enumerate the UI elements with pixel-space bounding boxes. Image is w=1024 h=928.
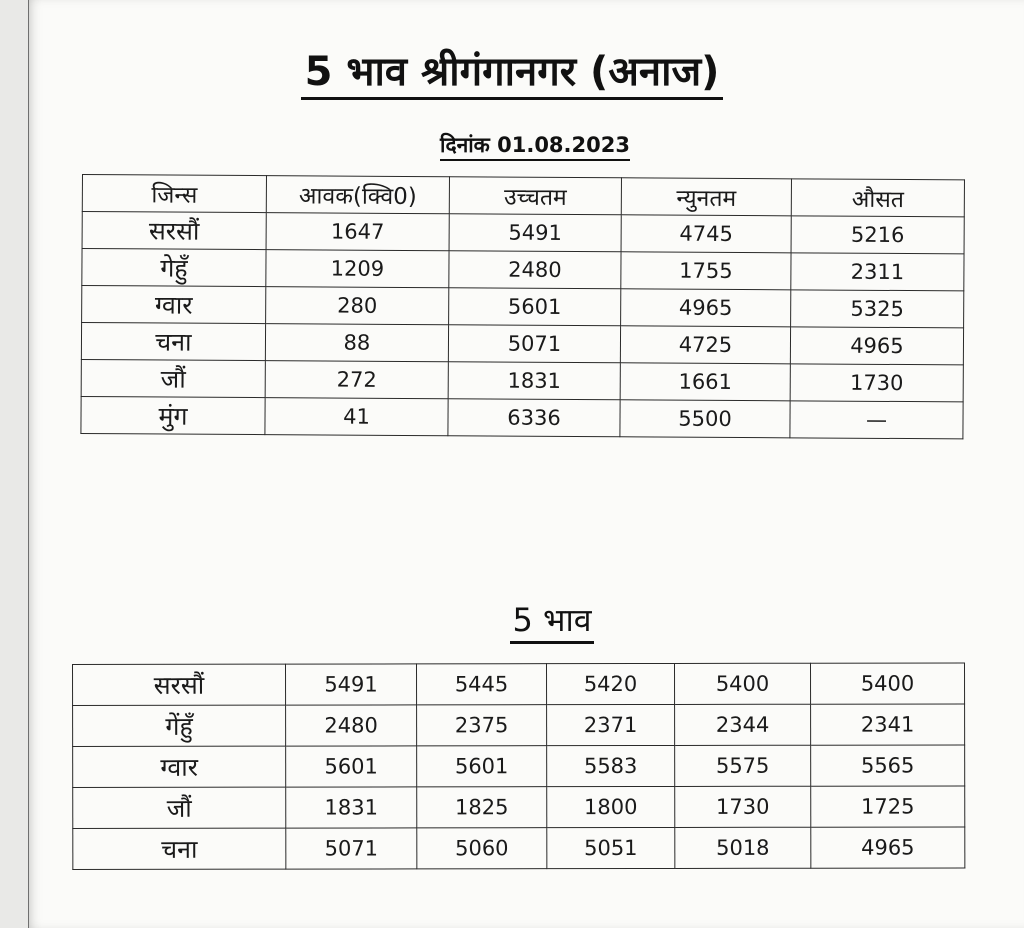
highest-cell: 5491: [449, 214, 621, 252]
table-header-row: [82, 175, 964, 217]
commodity-cell: सरसौं: [82, 212, 266, 250]
rate-cell: 1730: [675, 786, 811, 827]
rate-cell: 5583: [547, 745, 675, 786]
rate-cell: 5400: [674, 663, 810, 704]
table-row: [73, 745, 965, 788]
rate-cell: 2341: [811, 704, 965, 745]
commodity-cell: ग्वार: [82, 286, 266, 324]
table-row: [81, 396, 963, 438]
commodity-cell: चना: [73, 828, 286, 869]
date-label: [0, 131, 1024, 159]
arrival-cell: 41: [265, 398, 448, 436]
lowest-cell: 1755: [621, 252, 791, 290]
date-label-text: दिनांक 01.08.2023: [440, 133, 630, 161]
rate-cell: 4965: [811, 827, 965, 868]
lowest-cell: 1661: [620, 363, 790, 401]
rate-cell: 5601: [286, 746, 417, 787]
rate-cell: 1800: [547, 786, 675, 827]
commodity-cell: गेहुँ: [82, 249, 266, 287]
average-cell: 5325: [791, 290, 964, 328]
arrival-cell: 1209: [266, 250, 449, 288]
arrival-cell: 88: [265, 324, 448, 362]
rate-cell: 5565: [811, 745, 965, 786]
table-row: [81, 323, 963, 365]
average-cell: 4965: [790, 327, 963, 365]
rate-cell: 5051: [547, 827, 675, 868]
table-row: [82, 212, 964, 254]
rate-cell: 5018: [675, 827, 811, 868]
rate-cell: 5420: [547, 663, 675, 704]
rate-cell: 5445: [417, 664, 547, 705]
header-arrival: आवक(क्वि0): [266, 176, 449, 214]
average-cell: —: [790, 401, 963, 439]
rate-cell: 5071: [286, 828, 417, 869]
rate-cell: 5491: [286, 664, 417, 705]
page-title-text: 5 भाव श्रीगंगानगर (अनाज): [301, 49, 724, 100]
section-title: [0, 598, 1024, 641]
table-row: [73, 704, 965, 747]
page-title: [0, 48, 1024, 96]
table-row: [81, 359, 963, 401]
header-highest: उच्चतम: [449, 177, 621, 215]
highest-cell: 5071: [448, 325, 620, 363]
average-cell: 5216: [791, 216, 964, 254]
arrival-cell: 280: [266, 287, 449, 325]
commodity-cell: मुंग: [81, 396, 265, 434]
header-commodity: जिन्स: [82, 175, 266, 213]
highest-cell: 2480: [449, 251, 621, 289]
rate-cell: 2375: [417, 705, 547, 746]
rate-cell: 5601: [417, 746, 547, 787]
commodity-cell: जौं: [73, 787, 286, 828]
table-row: [82, 286, 964, 328]
table-row: [73, 827, 965, 870]
average-cell: 2311: [791, 253, 964, 291]
header-average: औसत: [791, 179, 964, 217]
arrival-cell: 272: [265, 361, 448, 399]
header-lowest: न्युनतम: [621, 178, 791, 216]
rate-cell: 1725: [811, 786, 965, 827]
lowest-cell: 4725: [620, 326, 790, 364]
five-rates-table: [72, 662, 965, 870]
highest-cell: 1831: [448, 362, 620, 400]
table-row: [82, 249, 964, 291]
section-title-text: 5 भाव: [510, 601, 593, 644]
arrivals-price-table: [80, 174, 965, 439]
table-row: [73, 663, 965, 706]
rate-cell: 1825: [417, 787, 547, 828]
rate-cell: 5400: [810, 663, 964, 704]
lowest-cell: 4745: [621, 215, 791, 253]
rate-cell: 5575: [675, 745, 811, 786]
commodity-cell: चना: [81, 323, 265, 361]
arrival-cell: 1647: [266, 213, 449, 251]
commodity-cell: गेंहुँ: [73, 705, 286, 746]
rate-cell: 2480: [286, 705, 417, 746]
rate-cell: 5060: [417, 828, 547, 869]
rate-cell: 1831: [286, 787, 417, 828]
average-cell: 1730: [790, 364, 963, 402]
table-row: [73, 786, 965, 829]
rate-cell: 2371: [547, 704, 675, 745]
commodity-cell: सरसौं: [73, 664, 286, 705]
commodity-cell: ग्वार: [73, 746, 286, 787]
highest-cell: 5601: [449, 288, 621, 326]
rate-cell: 2344: [675, 704, 811, 745]
highest-cell: 6336: [448, 399, 620, 437]
lowest-cell: 5500: [620, 400, 790, 438]
lowest-cell: 4965: [621, 289, 791, 327]
commodity-cell: जौं: [81, 359, 265, 397]
